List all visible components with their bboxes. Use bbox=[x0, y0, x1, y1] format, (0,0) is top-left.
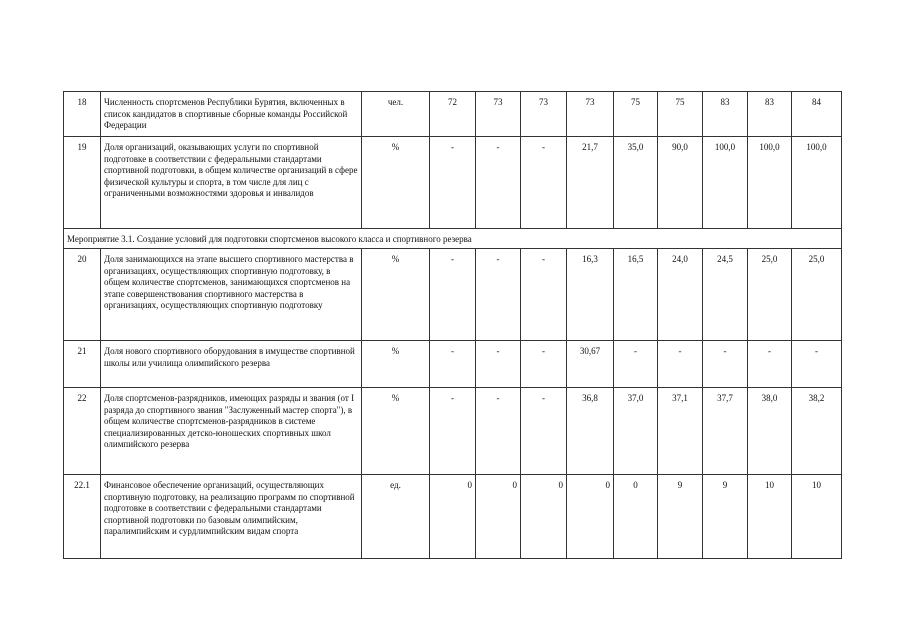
value-cell: - bbox=[476, 388, 521, 475]
value-cell: - bbox=[430, 137, 476, 229]
value-cell: 37,1 bbox=[658, 388, 703, 475]
value-cell: 21,7 bbox=[567, 137, 614, 229]
value-cell: - bbox=[614, 341, 658, 388]
value-cell: 38,2 bbox=[792, 388, 842, 475]
value-cell: 75 bbox=[614, 92, 658, 137]
value-cell: 10 bbox=[792, 475, 842, 559]
value-cell: 24,5 bbox=[703, 249, 748, 341]
value-cell: - bbox=[476, 249, 521, 341]
row-number: 18 bbox=[64, 92, 101, 137]
value-cell: 25,0 bbox=[748, 249, 792, 341]
value-cell: - bbox=[521, 249, 567, 341]
indicator-name: Финансовое обеспечение организаций, осуществляющих спортивную подготовку, на реализацию программ по спортивной подготовке в соответствии с федеральными стандартами спортивной подготовки по базовым олимпийским, паралимпийским и сурдлимпийским видам спорта bbox=[101, 475, 362, 559]
section-title: Мероприятие 3.1. Создание условий для подготовки спортсменов высокого класса и спортивного резерва bbox=[64, 229, 842, 249]
table-row bbox=[64, 92, 842, 137]
table-row bbox=[64, 341, 842, 388]
value-cell: - bbox=[476, 137, 521, 229]
value-cell: 38,0 bbox=[748, 388, 792, 475]
unit-cell: % bbox=[362, 388, 430, 475]
value-cell: 75 bbox=[658, 92, 703, 137]
table-row bbox=[64, 388, 842, 475]
value-cell: 73 bbox=[521, 92, 567, 137]
value-cell: - bbox=[658, 341, 703, 388]
value-cell: 83 bbox=[703, 92, 748, 137]
value-cell: 16,3 bbox=[567, 249, 614, 341]
value-cell: - bbox=[430, 249, 476, 341]
value-cell: 37,7 bbox=[703, 388, 748, 475]
value-cell: 9 bbox=[658, 475, 703, 559]
section-row bbox=[64, 229, 842, 249]
value-cell: 36,8 bbox=[567, 388, 614, 475]
row-number: 19 bbox=[64, 137, 101, 229]
value-cell: 0 bbox=[476, 475, 521, 559]
value-cell: - bbox=[430, 388, 476, 475]
value-cell: 73 bbox=[476, 92, 521, 137]
value-cell: 73 bbox=[567, 92, 614, 137]
value-cell: 25,0 bbox=[792, 249, 842, 341]
value-cell: - bbox=[476, 341, 521, 388]
unit-cell: % bbox=[362, 137, 430, 229]
table-row bbox=[64, 475, 842, 559]
value-cell: 72 bbox=[430, 92, 476, 137]
value-cell: - bbox=[703, 341, 748, 388]
value-cell: 0 bbox=[521, 475, 567, 559]
value-cell: 10 bbox=[748, 475, 792, 559]
value-cell: - bbox=[430, 341, 476, 388]
value-cell: - bbox=[521, 388, 567, 475]
row-number: 22.1 bbox=[64, 475, 101, 559]
value-cell: 90,0 bbox=[658, 137, 703, 229]
value-cell: - bbox=[521, 137, 567, 229]
value-cell: 16,5 bbox=[614, 249, 658, 341]
indicator-name: Численность спортсменов Республики Бурятия, включенных в список кандидатов в спортивные сборные команды Российской Федерации bbox=[101, 92, 362, 137]
value-cell: 83 bbox=[748, 92, 792, 137]
table-row bbox=[64, 137, 842, 229]
value-cell: 0 bbox=[567, 475, 614, 559]
row-number: 21 bbox=[64, 341, 101, 388]
value-cell: 30,67 bbox=[567, 341, 614, 388]
unit-cell: % bbox=[362, 249, 430, 341]
value-cell: 100,0 bbox=[748, 137, 792, 229]
value-cell: - bbox=[792, 341, 842, 388]
value-cell: 9 bbox=[703, 475, 748, 559]
indicator-name: Доля занимающихся на этапе высшего спортивного мастерства в организациях, осуществляющих спортивную подготовку, в общем количестве спортсменов, занимающихся спортсменов на этапе совершенствования спортивного мастерства в организациях, осуществляющих спортивную подготовку bbox=[101, 249, 362, 341]
value-cell: 100,0 bbox=[703, 137, 748, 229]
indicators-table bbox=[63, 91, 842, 559]
value-cell: 37,0 bbox=[614, 388, 658, 475]
value-cell: 35,0 bbox=[614, 137, 658, 229]
value-cell: 84 bbox=[792, 92, 842, 137]
value-cell: 100,0 bbox=[792, 137, 842, 229]
unit-cell: ед. bbox=[362, 475, 430, 559]
row-number: 20 bbox=[64, 249, 101, 341]
value-cell: 0 bbox=[614, 475, 658, 559]
value-cell: - bbox=[521, 341, 567, 388]
value-cell: 0 bbox=[430, 475, 476, 559]
indicator-name: Доля спортсменов-разрядников, имеющих разряды и звания (от I разряда до спортивного звания "Заслуженный мастер спорта"), в общем количестве спортсменов-разрядников в системе специализированных детско-юношеских спортивных школ олимпийского резерва bbox=[101, 388, 362, 475]
indicator-name: Доля организаций, оказывающих услуги по спортивной подготовке в соответствии с федеральными стандартами спортивной подготовки, в общем количестве организаций в сфере физической культуры и спорта, в том числе для лиц с ограниченными возможностями здоровья и инвалидов bbox=[101, 137, 362, 229]
unit-cell: % bbox=[362, 341, 430, 388]
unit-cell: чел. bbox=[362, 92, 430, 137]
table-row bbox=[64, 249, 842, 341]
value-cell: - bbox=[748, 341, 792, 388]
value-cell: 24,0 bbox=[658, 249, 703, 341]
row-number: 22 bbox=[64, 388, 101, 475]
indicator-name: Доля нового спортивного оборудования в имуществе спортивной школы или училища олимпийского резерва bbox=[101, 341, 362, 388]
